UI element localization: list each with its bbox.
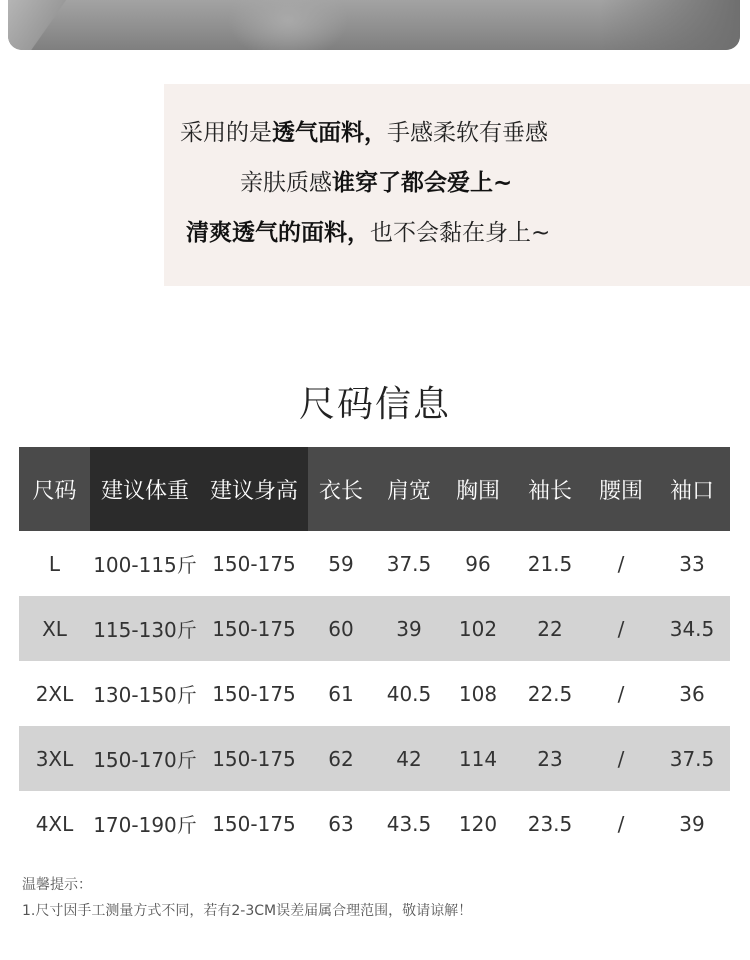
header-shoulder: 肩宽 xyxy=(386,478,431,504)
cell-length: 60 xyxy=(328,616,354,641)
cell-size: 4XL xyxy=(35,811,74,836)
header-height: 建议身高 xyxy=(200,447,308,531)
description-line-3: 清爽透气的面料，也不会黏在身上~ xyxy=(186,220,551,246)
fabric-shadow xyxy=(600,0,740,50)
fabric-seam xyxy=(8,0,78,50)
cell-cuff: 34.5 xyxy=(669,616,715,641)
notes-heading: 温馨提示： xyxy=(22,877,92,893)
cell-cuff: 39 xyxy=(679,811,705,836)
fabric-fold xyxy=(228,0,348,50)
cell-chest: 108 xyxy=(458,681,498,706)
cell-chest: 120 xyxy=(458,811,498,836)
header-weight: 建议体重 xyxy=(90,447,200,531)
cell-cuff: 37.5 xyxy=(669,746,715,771)
cell-length: 63 xyxy=(328,811,354,836)
table-row xyxy=(19,791,730,856)
table-row xyxy=(19,596,730,661)
cell-sleeve: 23.5 xyxy=(527,811,573,836)
cell-sleeve: 22 xyxy=(537,616,563,641)
size-table-header xyxy=(19,447,730,531)
header-waist: 腰围 xyxy=(598,478,643,504)
size-info-title: 尺码信息 xyxy=(298,384,451,425)
table-row xyxy=(19,661,730,726)
cell-sleeve: 22.5 xyxy=(527,681,573,706)
cell-length: 59 xyxy=(328,551,354,576)
table-row xyxy=(19,531,730,596)
cell-length: 61 xyxy=(328,681,354,706)
cell-size: L xyxy=(48,551,61,576)
cell-size: 2XL xyxy=(35,681,74,706)
cell-chest: 96 xyxy=(465,551,491,576)
cell-chest: 114 xyxy=(458,746,498,771)
cell-waist: / xyxy=(617,681,625,706)
cell-weight: 130-150斤 xyxy=(93,683,197,707)
description-line-2: 亲肤质感谁穿了都会爱上~ xyxy=(240,170,513,196)
cell-sleeve: 23 xyxy=(537,746,563,771)
header-length: 衣长 xyxy=(318,478,363,504)
cell-waist: / xyxy=(617,616,625,641)
header-chest: 胸围 xyxy=(455,478,500,504)
description-line-1: 采用的是透气面料，手感柔软有垂感 xyxy=(180,120,548,146)
cell-shoulder: 39 xyxy=(396,616,422,641)
cell-waist: / xyxy=(617,746,625,771)
size-notes xyxy=(22,872,472,924)
cell-waist: / xyxy=(617,811,625,836)
cell-sleeve: 21.5 xyxy=(527,551,573,576)
cell-size: 3XL xyxy=(35,746,74,771)
cell-cuff: 33 xyxy=(679,551,705,576)
cell-length: 62 xyxy=(328,746,354,771)
fabric-description xyxy=(164,84,750,286)
header-sleeve: 袖长 xyxy=(527,478,572,504)
cell-shoulder: 40.5 xyxy=(386,681,432,706)
cell-height: 150-175 xyxy=(212,681,296,706)
table-row xyxy=(19,726,730,791)
product-photo xyxy=(8,0,740,50)
cell-height: 150-175 xyxy=(212,616,296,641)
cell-weight: 115-130斤 xyxy=(93,618,197,642)
cell-cuff: 36 xyxy=(679,681,705,706)
cell-shoulder: 42 xyxy=(396,746,422,771)
cell-height: 150-175 xyxy=(212,551,296,576)
cell-size: XL xyxy=(42,616,67,641)
cell-height: 150-175 xyxy=(212,811,296,836)
cell-shoulder: 37.5 xyxy=(386,551,432,576)
notes-item-1: 1.尺寸因手工测量方式不同，若有2-3CM误差届属合理范围，敬请谅解！ xyxy=(22,903,473,919)
cell-weight: 170-190斤 xyxy=(93,813,197,837)
header-size: 尺码 xyxy=(32,478,77,504)
cell-chest: 102 xyxy=(458,616,498,641)
header-cuff: 袖口 xyxy=(669,478,714,504)
cell-waist: / xyxy=(617,551,625,576)
cell-weight: 100-115斤 xyxy=(93,553,197,577)
cell-height: 150-175 xyxy=(212,746,296,771)
cell-weight: 150-170斤 xyxy=(93,748,197,772)
cell-shoulder: 43.5 xyxy=(386,811,432,836)
